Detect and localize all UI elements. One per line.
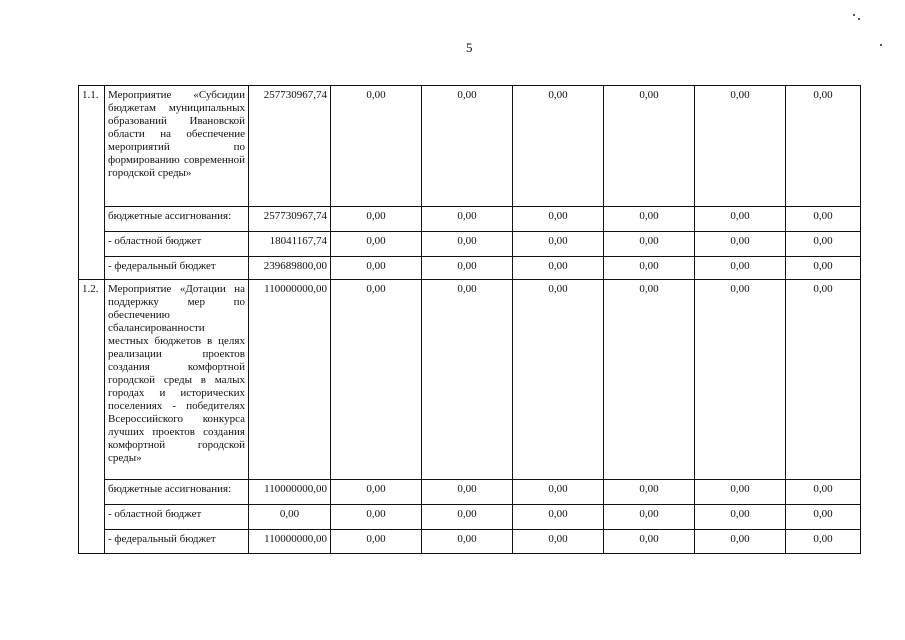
table-row	[79, 505, 861, 530]
amount-cell: 0,00	[695, 505, 786, 530]
table-row	[79, 480, 861, 505]
amount-cell: 0,00	[422, 86, 513, 207]
amount-cell: 0,00	[513, 505, 604, 530]
budget-table	[78, 85, 861, 554]
amount-cell: 0,00	[786, 257, 861, 280]
amount-cell: 0,00	[786, 232, 861, 257]
amount-cell: 0,00	[786, 530, 861, 554]
amount-cell: 0,00	[604, 232, 695, 257]
amount-cell: 0,00	[604, 86, 695, 207]
page-number: 5	[466, 40, 473, 55]
line-label: бюджетные ассигнования:	[105, 207, 249, 232]
amount-cell: 0,00	[422, 505, 513, 530]
amount-cell: 0,00	[422, 480, 513, 505]
amount-cell: 0,00	[513, 86, 604, 207]
amount-total: 18041167,74	[249, 232, 331, 257]
amount-cell: 0,00	[604, 257, 695, 280]
event-description: Мероприятие «Дотации на поддержку мер по обеспечению сбалансированности местных бюджетов в целях реализации проектов создания комфортной городской среды в малых городах и исторических поселениях - победителях Всероссийского конкурса лучших проектов создания комфортной городской среды»	[105, 280, 249, 480]
amount-cell: 0,00	[331, 86, 422, 207]
amount-cell: 0,00	[513, 280, 604, 480]
amount-cell: 0,00	[695, 530, 786, 554]
amount-cell: 0,00	[422, 232, 513, 257]
amount-cell: 0,00	[422, 280, 513, 480]
amount-cell: 0,00	[331, 232, 422, 257]
amount-cell: 0,00	[604, 530, 695, 554]
amount-cell: 0,00	[513, 207, 604, 232]
amount-cell: 0,00	[422, 257, 513, 280]
amount-cell: 0,00	[604, 280, 695, 480]
line-label: бюджетные ассигнования:	[105, 480, 249, 505]
amount-cell: 0,00	[695, 86, 786, 207]
amount-total: 257730967,74	[249, 207, 331, 232]
amount-cell: 0,00	[604, 505, 695, 530]
line-label: - федеральный бюджет	[105, 257, 249, 280]
amount-total: 0,00	[249, 505, 331, 530]
amount-total: 110000000,00	[249, 530, 331, 554]
line-label: - областной бюджет	[105, 232, 249, 257]
table-row	[79, 257, 861, 280]
event-description: Мероприятие «Субсидии бюджетам муниципальных образований Ивановской области на обеспечение мероприятий по формированию современной городской среды»	[105, 86, 249, 207]
line-label: - федеральный бюджет	[105, 530, 249, 554]
amount-cell: 0,00	[786, 505, 861, 530]
amount-cell: 0,00	[604, 207, 695, 232]
amount-cell: 0,00	[695, 280, 786, 480]
amount-cell: 0,00	[513, 530, 604, 554]
amount-cell: 0,00	[786, 280, 861, 480]
amount-cell: 0,00	[695, 480, 786, 505]
scan-speck	[853, 14, 855, 16]
amount-cell: 0,00	[695, 207, 786, 232]
amount-cell: 0,00	[786, 207, 861, 232]
amount-cell: 0,00	[604, 480, 695, 505]
amount-cell: 0,00	[331, 530, 422, 554]
table-row	[79, 280, 861, 480]
table-row	[79, 207, 861, 232]
amount-cell: 0,00	[786, 86, 861, 207]
table-row	[79, 530, 861, 554]
amount-cell: 0,00	[513, 232, 604, 257]
amount-cell: 0,00	[331, 280, 422, 480]
amount-cell: 0,00	[422, 530, 513, 554]
amount-total: 257730967,74	[249, 86, 331, 207]
amount-cell: 0,00	[695, 257, 786, 280]
scan-speck	[880, 44, 882, 46]
amount-cell: 0,00	[331, 207, 422, 232]
amount-total: 110000000,00	[249, 280, 331, 480]
amount-cell: 0,00	[513, 480, 604, 505]
amount-cell: 0,00	[331, 480, 422, 505]
amount-cell: 0,00	[786, 480, 861, 505]
amount-cell: 0,00	[695, 232, 786, 257]
row-index: 1.2.	[79, 280, 105, 554]
amount-cell: 0,00	[331, 505, 422, 530]
line-label: - областной бюджет	[105, 505, 249, 530]
scan-speck	[858, 18, 860, 20]
table-row	[79, 232, 861, 257]
amount-cell: 0,00	[422, 207, 513, 232]
amount-cell: 0,00	[513, 257, 604, 280]
amount-cell: 0,00	[331, 257, 422, 280]
row-index: 1.1.	[79, 86, 105, 280]
amount-total: 239689800,00	[249, 257, 331, 280]
table-row	[79, 86, 861, 207]
amount-total: 110000000,00	[249, 480, 331, 505]
